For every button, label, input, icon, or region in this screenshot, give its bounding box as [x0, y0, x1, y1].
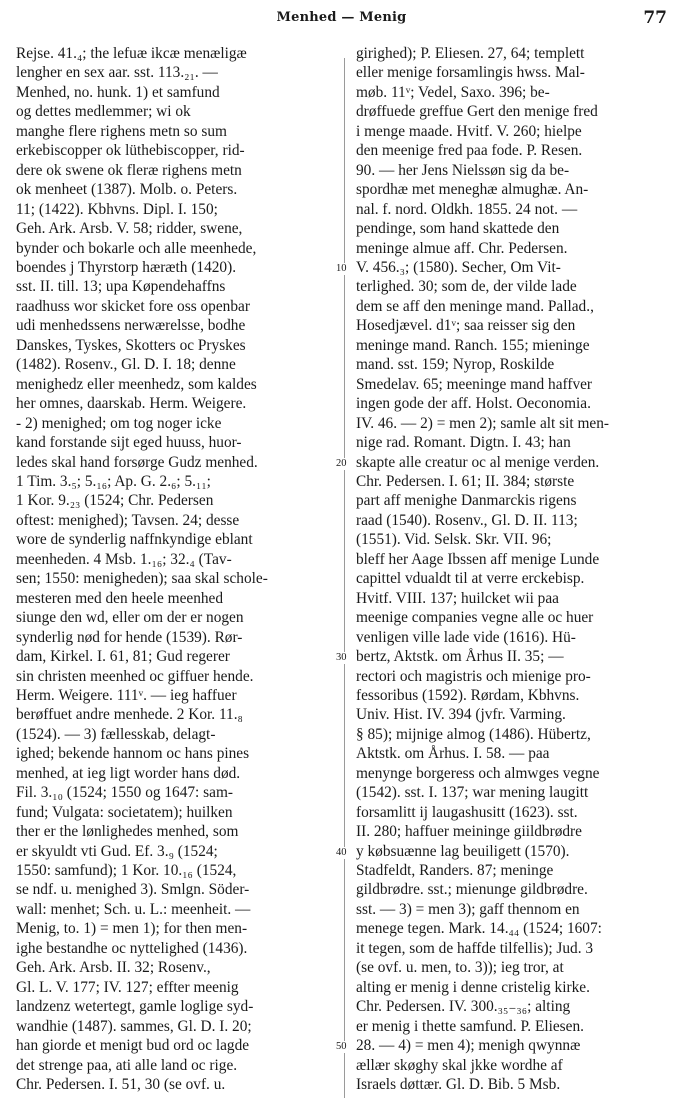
text-line: meenige companies vegne alle oc huer — [356, 609, 594, 627]
text-line: raadhuss wor skicket fore oss openbar — [16, 297, 250, 315]
text-line: meninge mand. Ranch. 155; mieninge — [356, 336, 590, 354]
text-line: mesteren med den heele meenhed — [16, 589, 224, 607]
text-line: 1 Tim. 3.₅; 5.₁₆; Ap. G. 2.₆; 5.₁₁; — [16, 472, 211, 490]
text-line: han giorde et menigt bud ord oc lagde — [16, 1037, 250, 1055]
text-line: synderlig nød for hende (1539). Rør- — [16, 628, 243, 646]
text-line: skapte alle creatur oc al menige verden. — [356, 453, 600, 471]
text-line: menege tegen. Mark. 14.₄₄ (1524; 1607: — [356, 920, 602, 938]
line-number-marker: 30 — [336, 652, 356, 664]
text-line: sen; 1550: menigheden); saa skal schole- — [16, 570, 268, 588]
right-column — [356, 44, 668, 1106]
text-line: sst. — 3) = men 3); gaff thennom en — [356, 900, 580, 918]
text-line: Chr. Pedersen. IV. 300.₃₅₋₃₆; alting — [356, 998, 571, 1016]
text-line: Herm. Weigere. 111ᵛ. — ieg haffuer — [16, 686, 237, 704]
text-line: Aktstk. om Århus. I. 58. — paa — [356, 745, 550, 763]
text-line: venligen ville lade vide (1616). Hü- — [356, 628, 576, 646]
text-line: kand forstande sijt eged huuss, huor- — [16, 434, 242, 452]
text-line: Rejse. 41.₄; the lefuæ ikcæ menæligæ — [16, 45, 247, 62]
text-line: wandhie (1487). sammes, Gl. D. I. 20; — [16, 1017, 252, 1035]
text-line: menynge borgeress och almwges vegne — [356, 764, 600, 782]
text-line: dem se aff den meninge mand. Pallad., — [356, 297, 594, 315]
text-line: Danskes, Tyskes, Skotters oc Pryskes — [16, 336, 246, 354]
text-line: IV. 46. — 2) = men 2); samle alt sit men- — [356, 414, 609, 432]
text-line: bynder och bokarle och alle meenhede, — [16, 239, 257, 257]
text-line: Gl. L. V. 177; IV. 127; effter meenig — [16, 978, 239, 996]
text-line: sst. II. till. 13; upa Køpendehaffns — [16, 278, 226, 296]
text-line: siunge den wd, eller om der er nogen — [16, 609, 244, 627]
text-line: 1 Kor. 9.₂₃ (1524; Chr. Pedersen — [16, 492, 214, 510]
text-line: Stadfeldt, Randers. 87; meninge — [356, 862, 554, 880]
text-line: det strenge paa, ati alle land oc rige. — [16, 1056, 238, 1074]
text-line: ighe bestandhe oc nyttelighed (1436). — [16, 939, 248, 957]
line-number-marker: 20 — [336, 458, 356, 470]
text-line: fund; Vulgata: societatem); huilken — [16, 803, 233, 821]
text-line: y købsuænne lag beuiligett (1570). — [356, 842, 570, 860]
text-line: Menig, to. 1) = men 1); for then men- — [16, 920, 248, 938]
text-line: Israels døttær. Gl. D. Bib. 5 Msb. — [356, 1076, 561, 1094]
text-line: § 85); mijnige almog (1486). Hübertz, — [356, 725, 591, 743]
line-number-marker: 10 — [336, 263, 356, 275]
text-line: rectori och magistris och mienige pro- — [356, 667, 591, 685]
text-line: i menge maade. Hvitf. V. 260; hielpe — [356, 122, 582, 140]
text-line: (1524). — 3) fællesskab, delagt- — [16, 725, 216, 743]
text-line: raad (1540). Rosenv., Gl. D. II. 113; — [356, 511, 578, 529]
left-column — [16, 44, 332, 1106]
text-line: 11; (1422). Kbhvns. Dipl. I. 150; — [16, 200, 218, 218]
text-line: menhed, at ieg ligt worder hans død. — [16, 764, 241, 782]
text-line: og dettes medlemmer; wi ok — [16, 103, 191, 121]
text-line: gildbrødre. sst.; mienunge gildbrødre. — [356, 881, 588, 899]
text-line: drøffuede greffue Gert den menige fred — [356, 103, 598, 121]
text-line: Chr. Pedersen. I. 51, 30 (se ovf. u. — [16, 1076, 226, 1094]
text-line: (se ovf. u. men, to. 3)); ieg tror, at — [356, 959, 564, 977]
text-line: V. 456.₃; (1580). Secher, Om Vit- — [356, 258, 561, 276]
text-line: part aff menighe Danmarckis rigens — [356, 492, 577, 510]
text-line: ledes skal hand forsørge Gudz menhed. — [16, 453, 258, 471]
text-line: eller menige forsamlingis hwss. Mal- — [356, 64, 585, 82]
text-line: 90. — her Jens Nielssøn sig da be- — [356, 161, 570, 179]
text-line: (1551). Vid. Selsk. Skr. VII. 96; — [356, 531, 552, 549]
text-line: ighed; bekende hannom oc hans pines — [16, 745, 250, 763]
text-line: ther er the lønlighedes menhed, som — [16, 823, 239, 841]
text-line: oftest: menighed); Tavsen. 24; desse — [16, 511, 240, 529]
text-line: erkebiscopper ok lüthebiscopper, rid- — [16, 142, 245, 160]
text-line: meninge almue aff. Chr. Pedersen. — [356, 239, 568, 257]
page-number: 77 — [643, 8, 667, 28]
text-line: Geh. Ark. Arsb. V. 58; ridder, swene, — [16, 220, 243, 238]
text-line: Hvitf. VIII. 137; huilcket wii paa — [356, 589, 559, 607]
text-line: girighed); P. Eliesen. 27, 64; templett — [356, 45, 585, 62]
text-line: spordhæ met meneghæ almughæ. An- — [356, 181, 589, 199]
text-line: Menhed, no. hunk. 1) et samfund — [16, 83, 220, 101]
text-line: dere ok swene ok fleræ righens metn — [16, 161, 242, 179]
text-line: wall: menhet; Sch. u. L.: meenheit. — — [16, 900, 251, 918]
text-line: bleff her Aage Ibssen aff menige Lunde — [356, 550, 600, 568]
line-number-marker: 40 — [336, 847, 356, 859]
text-line: ællær skøghy skal jkke wordhe af — [356, 1056, 563, 1074]
text-line: menighedz eller meenhedz, som kaldes — [16, 375, 257, 393]
page-header — [0, 8, 683, 30]
text-line: den meenige fred paa fode. P. Resen. — [356, 142, 583, 160]
text-line: it tegen, som de haffde tilfellis); Jud. 3 — [356, 939, 594, 957]
text-line: er skyuldt vti Gud. Ef. 3.₉ (1524; — [16, 842, 218, 860]
text-line: fessoribus (1592). Rørdam, Kbhvns. — [356, 686, 580, 704]
text-line: wore de synderlig naffnkyndige eblant — [16, 531, 253, 549]
text-line: nal. f. nord. Oldkh. 1855. 24 not. — — [356, 200, 578, 218]
text-line: Univ. Hist. IV. 394 (jvfr. Varming. — [356, 706, 566, 724]
text-line: mand. sst. 159; Nyrop, Roskilde — [356, 356, 555, 374]
text-line: Hosedjævel. d1ᵛ; saa reisser sig den — [356, 317, 576, 335]
line-number-marker: 50 — [336, 1041, 356, 1053]
running-head: Menhed — Menig — [276, 10, 407, 25]
text-line: er menig i thette samfund. P. Eliesen. — [356, 1017, 584, 1035]
text-line: Geh. Ark. Arsb. II. 32; Rosenv., — [16, 959, 211, 977]
column-divider — [344, 58, 345, 1098]
text-line: udi menhedssens nerwærelsse, bodhe — [16, 317, 246, 335]
text-line: nige rad. Romant. Digtn. I. 43; han — [356, 434, 571, 452]
text-line: lengher en sex aar. sst. 113.₂₁. — — [16, 64, 218, 82]
text-line: - 2) menighed; om tog noger icke — [16, 414, 222, 432]
text-line: manghe flere righens metn so sum — [16, 122, 227, 140]
text-line: bertz, Aktstk. om Århus II. 35; — — [356, 648, 564, 666]
text-line: møb. 11ᵛ; Vedel, Saxo. 396; be- — [356, 83, 550, 101]
text-line: se ndf. u. menighed 3). Smlgn. Söder- — [16, 881, 250, 899]
text-line: landzenz wetertegt, gamle loglige syd- — [16, 998, 254, 1016]
text-line: capittel vdualdt til at verre erckebisp. — [356, 570, 585, 588]
text-line: 28. — 4) = men 4); menigh qwynnæ — [356, 1037, 581, 1055]
text-line: berøffuet andre menhede. 2 Kor. 11.₈ — [16, 706, 243, 724]
text-line: terlighed. 30; som de, der vilde lade — [356, 278, 577, 296]
text-line: her omnes, daarskab. Herm. Weigere. — [16, 395, 247, 413]
text-line: forsamlitt ij laugashusitt (1623). sst. — [356, 803, 578, 821]
text-line: sin christen meenhed oc giffuer hende. — [16, 667, 254, 685]
text-line: (1542). sst. I. 137; war mening laugitt — [356, 784, 589, 802]
text-line: ingen gode der aff. Holst. Oeconomia. — [356, 395, 591, 413]
text-line: meenheden. 4 Msb. 1.₁₆; 32.₄ (Tav- — [16, 550, 232, 568]
text-line: II. 280; haffuer meininge giildbrødre — [356, 823, 582, 841]
text-line: Chr. Pedersen. I. 61; II. 384; største — [356, 472, 575, 490]
text-line: pendinge, som hand skattede den — [356, 220, 560, 238]
text-line: Fil. 3.₁₀ (1524; 1550 og 1647: sam- — [16, 784, 233, 802]
text-line: dam, Kirkel. I. 61, 81; Gud regerer — [16, 648, 230, 666]
text-line: (1482). Rosenv., Gl. D. I. 18; denne — [16, 356, 236, 374]
text-line: boendes j Thyrstorp hæræth (1420). — [16, 258, 237, 276]
text-line: Smedelav. 65; meeninge mand haffver — [356, 375, 593, 393]
text-line: ok menheet (1387). Molb. o. Peters. — [16, 181, 238, 199]
text-line: 1550: samfund); 1 Kor. 10.₁₆ (1524, — [16, 862, 237, 880]
text-line: alting er menig i denne cristelig kirke. — [356, 978, 590, 996]
